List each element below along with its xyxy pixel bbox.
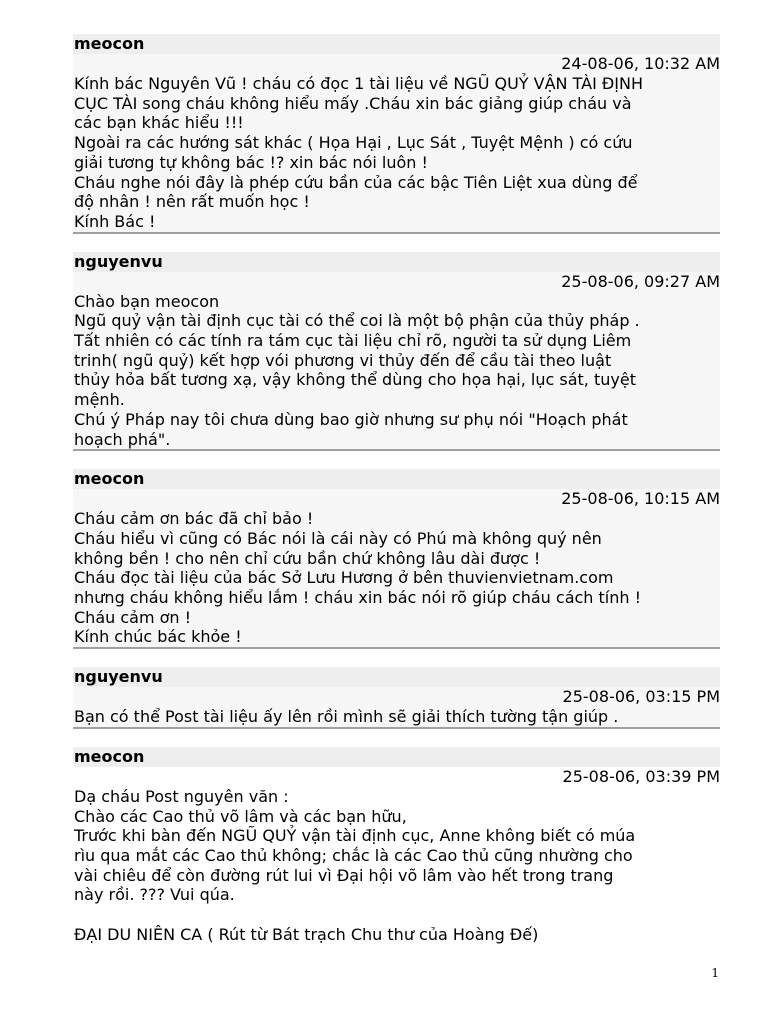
post-body-line: Cháu hiểu vì cũng có Bác nói là cái này có Phú mà không quý nên: [74, 528, 602, 548]
post-body-line: Kính bác Nguyên Vũ ! cháu có đọc 1 tài liệu về NGŨ QUỶ VẬN TÀI ĐỊNH: [74, 74, 643, 93]
post-body-line: Kính chúc bác khỏe !: [74, 627, 242, 647]
post-body-line: Dạ cháu Post nguyên văn :: [74, 786, 289, 806]
post-body-line: Bạn có thể Post tài liệu ấy lên rồi mình sẽ giải thích tường tận giúp .: [74, 707, 619, 727]
post-body-line: vài chiêu để còn đường rút lui vì Đại hội võ lâm vào hết trong trang: [74, 865, 614, 885]
post-body: [73, 707, 720, 727]
post-body-line: Cháu cảm ơn !: [74, 607, 192, 627]
post-body-line: nhưng cháu không hiểu lắm ! cháu xin bác nói rõ giúp cháu cách tính !: [74, 588, 642, 608]
post-body-line: Trước khi bàn đến NGŨ QUỶ vận tài định cục, Anne không biết có múa: [74, 826, 636, 846]
post-body-line: độ nhân ! nên rất muốn học !: [74, 192, 310, 212]
post-body-line: này rồi. ??? Vui qúa.: [74, 885, 235, 905]
post-body-line: mệnh.: [74, 390, 125, 410]
post-body-line: Chào bạn meocon: [74, 291, 220, 311]
page-number: 1: [711, 966, 719, 980]
post-author: meocon: [73, 34, 720, 54]
post-divider: [73, 727, 720, 729]
post-author: meocon: [73, 469, 720, 489]
post-body-line: Cháu cảm ơn bác đã chỉ bảo !: [74, 509, 314, 529]
post-body: [73, 74, 720, 232]
forum-post: [73, 667, 720, 729]
post-body-line: ĐẠI DU NIÊN CA ( Rút từ Bát trạch Chu thư của Hoàng Đế): [74, 924, 539, 944]
post-body-line: CỤC TÀI song cháu không hiểu mấy .Cháu xin bác giảng giúp cháu và: [74, 93, 632, 113]
post-body-line: Chào các Cao thủ võ lâm và các bạn hữu,: [74, 806, 407, 826]
post-body: [73, 292, 720, 450]
post-author: nguyenvu: [73, 252, 720, 272]
post-body-line: Tất nhiên có các tính ra tám cục tài liệu chỉ rõ, người ta sử dụng Liêm: [74, 331, 632, 351]
post-body-line: giải tương tự không bác !? xin bác nói luôn !: [74, 152, 428, 172]
post-body-line: không bền ! cho nên chỉ cứu bần chứ không lâu dài được !: [74, 548, 541, 568]
forum-post: [73, 747, 720, 945]
post-body-line: Cháu nghe nói đây là phép cứu bần của các bậc Tiên Liệt xua dùng để: [74, 172, 638, 192]
post-author: nguyenvu: [73, 667, 720, 687]
post-body-line: Ngũ quỷ vận tài định cục tài có thể coi là một bộ phận của thủy pháp .: [74, 311, 640, 331]
post-divider: [73, 647, 720, 649]
post-divider: [73, 232, 720, 234]
forum-post: [73, 34, 720, 234]
forum-thread: [73, 34, 720, 944]
post-body-line: rìu qua mắt các Cao thủ không; chắc là các Cao thủ cũng nhường cho: [74, 845, 633, 865]
post-body-line: [74, 905, 720, 925]
post-body-line: Kính Bác !: [74, 211, 156, 231]
post-body: [73, 787, 720, 945]
post-date: 25-08-06, 10:15 AM: [73, 489, 720, 509]
post-body-line: các bạn khác hiểu !!!: [74, 113, 244, 133]
forum-post: [73, 469, 720, 649]
post-date: 25-08-06, 09:27 AM: [73, 272, 720, 292]
post-body-line: Chú ý Pháp nay tôi chưa dùng bao giờ nhưng sư phụ nói "Hoạch phát: [74, 409, 628, 429]
post-body-line: thủy hỏa bất tương xạ, vậy không thể dùng cho họa hại, lục sát, tuyệt: [74, 370, 636, 390]
post-date: 25-08-06, 03:15 PM: [73, 687, 720, 707]
post-date: 24-08-06, 10:32 AM: [73, 54, 720, 74]
post-body: [73, 509, 720, 647]
post-date: 25-08-06, 03:39 PM: [73, 767, 720, 787]
post-divider: [73, 449, 720, 451]
forum-post: [73, 252, 720, 452]
post-body-line: Ngoài ra các hướng sát khác ( Họa Hại , Lục Sát , Tuyệt Mệnh ) có cứu: [74, 133, 633, 153]
post-author: meocon: [73, 747, 720, 767]
post-body-line: trinh( ngũ quỷ) kết hợp vói phương vi thủy đến để cầu tài theo luật: [74, 350, 612, 370]
post-body-line: hoạch phá".: [74, 429, 171, 449]
post-body-line: Cháu đọc tài liệu của bác Sở Lưu Hương ở bên thuvienvietnam.com: [74, 568, 614, 588]
